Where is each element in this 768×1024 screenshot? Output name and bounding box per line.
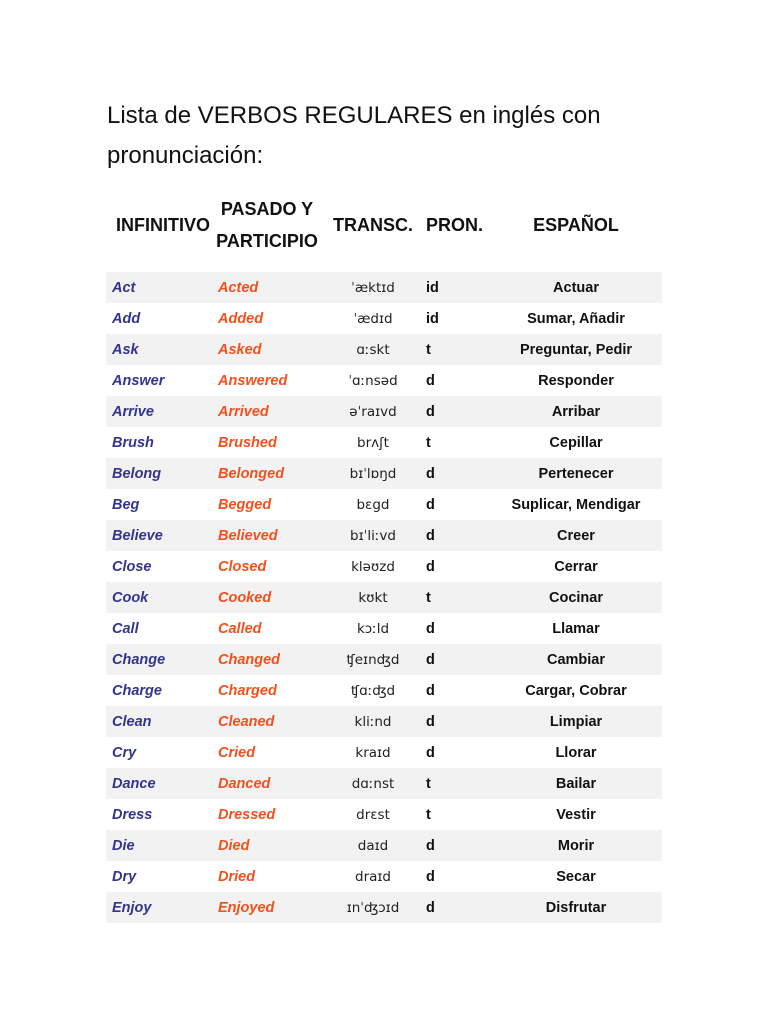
cell-transcription: kraɪd xyxy=(322,737,424,768)
cell-transcription: ɑːskt xyxy=(322,334,424,365)
cell-pronunciation: id xyxy=(424,303,490,334)
cell-past-participle: Answered xyxy=(212,365,322,396)
cell-spanish: Limpiar xyxy=(490,706,662,737)
cell-pronunciation: d xyxy=(424,861,490,892)
table-row xyxy=(106,551,662,582)
cell-transcription: daɪd xyxy=(322,830,424,861)
table-body xyxy=(106,272,662,923)
cell-transcription: draɪd xyxy=(322,861,424,892)
cell-pronunciation: d xyxy=(424,458,490,489)
cell-infinitive: Arrive xyxy=(106,396,212,427)
cell-pronunciation: d xyxy=(424,675,490,706)
cell-transcription: əˈraɪvd xyxy=(322,396,424,427)
header-infinitive: INFINITIVO xyxy=(116,215,210,235)
table-row xyxy=(106,830,662,861)
cell-spanish: Cargar, Cobrar xyxy=(490,675,662,706)
header-transcription: TRANSC. xyxy=(333,215,413,235)
cell-pronunciation: d xyxy=(424,396,490,427)
cell-past-participle: Enjoyed xyxy=(212,892,322,923)
table-row xyxy=(106,303,662,334)
cell-infinitive: Dress xyxy=(106,799,212,830)
cell-transcription: dɑːnst xyxy=(322,768,424,799)
cell-past-participle: Cried xyxy=(212,737,322,768)
cell-transcription: kɔːld xyxy=(322,613,424,644)
cell-pronunciation: t xyxy=(424,582,490,613)
cell-transcription: ˈɑːnsəd xyxy=(322,365,424,396)
cell-infinitive: Enjoy xyxy=(106,892,212,923)
cell-transcription: drɛst xyxy=(322,799,424,830)
table-row xyxy=(106,427,662,458)
cell-past-participle: Cooked xyxy=(212,582,322,613)
page-title: Lista de VERBOS REGULARES en inglés con pronunciación: xyxy=(107,102,601,169)
table-row xyxy=(106,613,662,644)
cell-spanish: Bailar xyxy=(490,768,662,799)
table-row xyxy=(106,737,662,768)
table-row xyxy=(106,675,662,706)
header-past-participle: PASADO Y PARTICIPIO xyxy=(216,199,318,251)
cell-transcription: brʌʃt xyxy=(322,427,424,458)
cell-past-participle: Closed xyxy=(212,551,322,582)
table-row xyxy=(106,644,662,675)
cell-pronunciation: d xyxy=(424,551,490,582)
cell-pronunciation: t xyxy=(424,427,490,458)
cell-transcription: kʊkt xyxy=(322,582,424,613)
table-row xyxy=(106,861,662,892)
table-row xyxy=(106,520,662,551)
cell-past-participle: Called xyxy=(212,613,322,644)
cell-infinitive: Beg xyxy=(106,489,212,520)
table-row xyxy=(106,396,662,427)
cell-transcription: kləʊzd xyxy=(322,551,424,582)
cell-pronunciation: d xyxy=(424,365,490,396)
cell-infinitive: Close xyxy=(106,551,212,582)
cell-spanish: Morir xyxy=(490,830,662,861)
cell-pronunciation: d xyxy=(424,706,490,737)
cell-past-participle: Dressed xyxy=(212,799,322,830)
cell-transcription: kliːnd xyxy=(322,706,424,737)
cell-past-participle: Acted xyxy=(212,272,322,303)
cell-spanish: Disfrutar xyxy=(490,892,662,923)
cell-past-participle: Believed xyxy=(212,520,322,551)
cell-pronunciation: d xyxy=(424,613,490,644)
cell-past-participle: Belonged xyxy=(212,458,322,489)
cell-spanish: Arribar xyxy=(490,396,662,427)
cell-spanish: Cepillar xyxy=(490,427,662,458)
cell-infinitive: Belong xyxy=(106,458,212,489)
cell-pronunciation: d xyxy=(424,830,490,861)
cell-infinitive: Call xyxy=(106,613,212,644)
cell-spanish: Cocinar xyxy=(490,582,662,613)
cell-infinitive: Dry xyxy=(106,861,212,892)
cell-infinitive: Brush xyxy=(106,427,212,458)
cell-pronunciation: id xyxy=(424,272,490,303)
cell-infinitive: Charge xyxy=(106,675,212,706)
cell-transcription: ɪnˈʤɔɪd xyxy=(322,892,424,923)
cell-spanish: Llamar xyxy=(490,613,662,644)
table-row xyxy=(106,768,662,799)
cell-infinitive: Cook xyxy=(106,582,212,613)
cell-infinitive: Believe xyxy=(106,520,212,551)
cell-past-participle: Cleaned xyxy=(212,706,322,737)
cell-past-participle: Changed xyxy=(212,644,322,675)
cell-past-participle: Danced xyxy=(212,768,322,799)
table-header xyxy=(106,178,662,272)
cell-pronunciation: d xyxy=(424,520,490,551)
table-row xyxy=(106,799,662,830)
cell-spanish: Cerrar xyxy=(490,551,662,582)
cell-past-participle: Arrived xyxy=(212,396,322,427)
cell-pronunciation: t xyxy=(424,334,490,365)
cell-spanish: Responder xyxy=(490,365,662,396)
cell-infinitive: Answer xyxy=(106,365,212,396)
cell-past-participle: Asked xyxy=(212,334,322,365)
cell-pronunciation: d xyxy=(424,892,490,923)
cell-infinitive: Cry xyxy=(106,737,212,768)
cell-transcription: ˈædɪd xyxy=(322,303,424,334)
cell-pronunciation: d xyxy=(424,644,490,675)
cell-pronunciation: t xyxy=(424,768,490,799)
table-row xyxy=(106,706,662,737)
table-row xyxy=(106,582,662,613)
table-row xyxy=(106,365,662,396)
cell-past-participle: Added xyxy=(212,303,322,334)
cell-past-participle: Dried xyxy=(212,861,322,892)
cell-infinitive: Add xyxy=(106,303,212,334)
cell-spanish: Llorar xyxy=(490,737,662,768)
header-spanish: ESPAÑOL xyxy=(533,215,619,235)
cell-past-participle: Brushed xyxy=(212,427,322,458)
cell-spanish: Pertenecer xyxy=(490,458,662,489)
cell-infinitive: Die xyxy=(106,830,212,861)
cell-infinitive: Ask xyxy=(106,334,212,365)
header-row xyxy=(106,178,662,272)
cell-transcription: bɛgd xyxy=(322,489,424,520)
cell-pronunciation: t xyxy=(424,799,490,830)
cell-spanish: Sumar, Añadir xyxy=(490,303,662,334)
cell-transcription: ʧɑːʤd xyxy=(322,675,424,706)
cell-spanish: Preguntar, Pedir xyxy=(490,334,662,365)
header-pronunciation: PRON. xyxy=(426,215,484,235)
table-row xyxy=(106,489,662,520)
cell-pronunciation: d xyxy=(424,737,490,768)
cell-past-participle: Died xyxy=(212,830,322,861)
cell-spanish: Suplicar, Mendigar xyxy=(490,489,662,520)
cell-spanish: Secar xyxy=(490,861,662,892)
cell-past-participle: Charged xyxy=(212,675,322,706)
cell-spanish: Cambiar xyxy=(490,644,662,675)
cell-transcription: ˈæktɪd xyxy=(322,272,424,303)
table-row xyxy=(106,458,662,489)
cell-infinitive: Change xyxy=(106,644,212,675)
cell-spanish: Vestir xyxy=(490,799,662,830)
cell-transcription: bɪˈliːvd xyxy=(322,520,424,551)
cell-transcription: bɪˈlɒŋd xyxy=(322,458,424,489)
table-row xyxy=(106,272,662,303)
cell-past-participle: Begged xyxy=(212,489,322,520)
table-row xyxy=(106,334,662,365)
cell-transcription: ʧeɪnʤd xyxy=(322,644,424,675)
cell-spanish: Actuar xyxy=(490,272,662,303)
cell-infinitive: Dance xyxy=(106,768,212,799)
table-row xyxy=(106,892,662,923)
cell-spanish: Creer xyxy=(490,520,662,551)
verbs-table xyxy=(106,178,662,923)
cell-pronunciation: d xyxy=(424,489,490,520)
cell-infinitive: Clean xyxy=(106,706,212,737)
cell-infinitive: Act xyxy=(106,272,212,303)
